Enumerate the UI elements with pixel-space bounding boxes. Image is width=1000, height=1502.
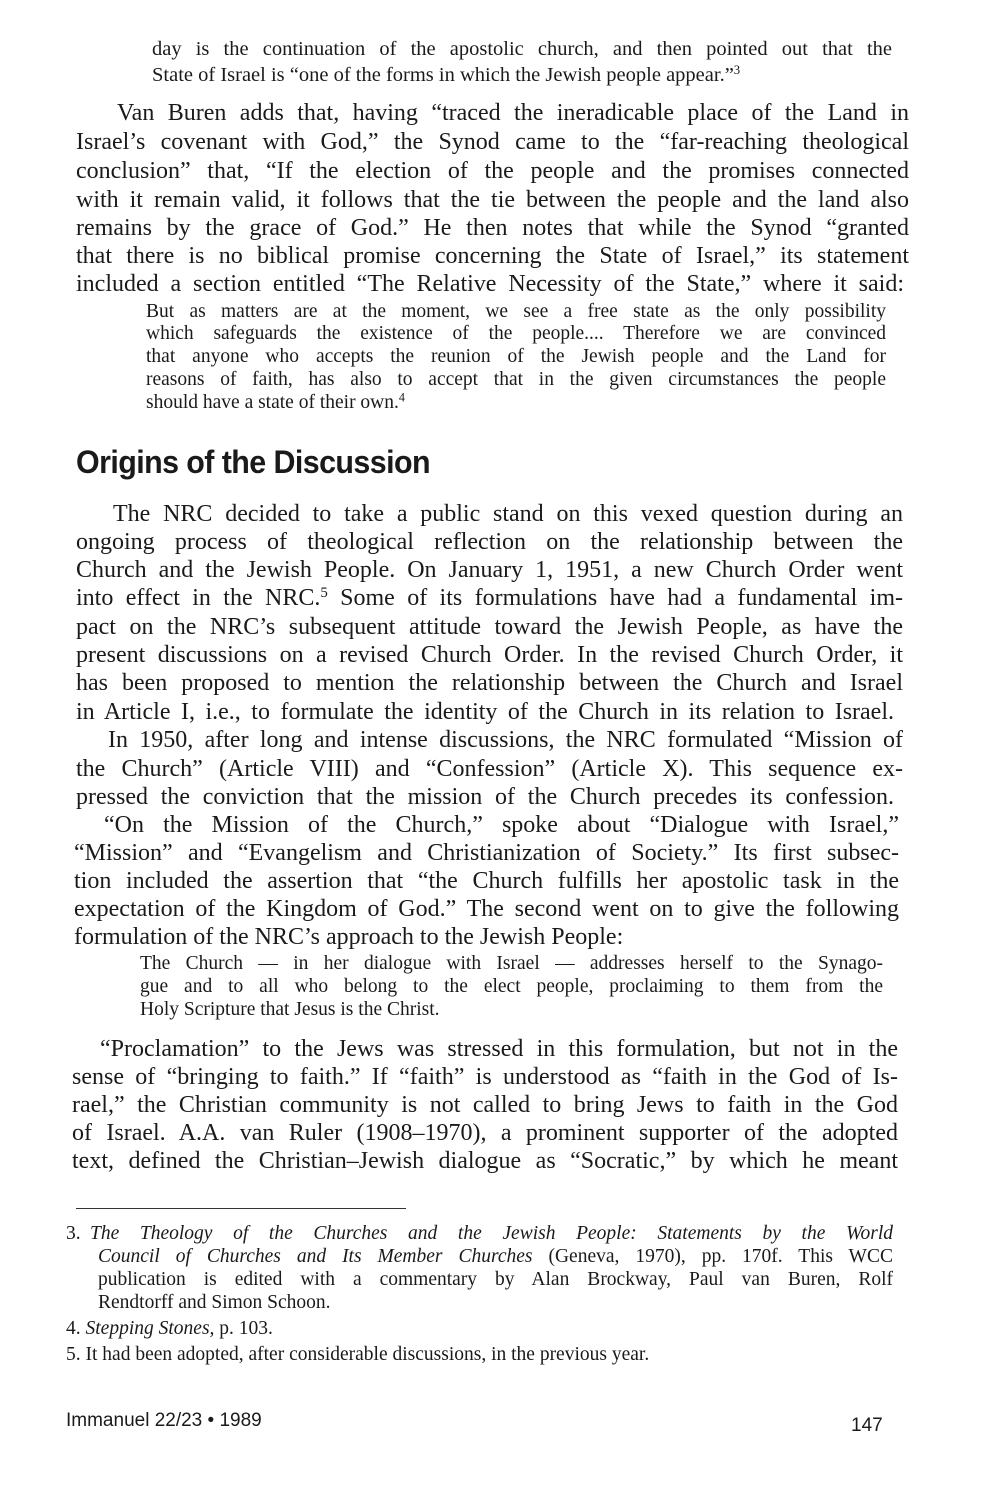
quote-line: Holy Scripture that Jesus is the Christ. [140,999,440,1020]
text-line: pact on the NRC’s subsequent attitude toward the Jewish People, as have the [76,614,903,640]
text-line: conclusion” that, “If the election of the people and the promises connected [76,158,909,184]
text-span: should have a state of their own. [146,392,399,413]
text-line: pressed the conviction that the mission of the Church precedes its confession. [76,784,894,810]
footnote-divider [76,1208,406,1209]
footnote-text: The Theology of the Churches and the Jewish People: Statements by the World [90,1223,893,1244]
section-heading: Origins of the Discussion [76,444,430,480]
text-line: “On the Mission of the Church,” spoke about “Dialogue with Israel,” [104,812,899,838]
text-line: of Israel. A.A. van Ruler (1908–1970), a prominent supporter of the adopted [72,1120,898,1146]
text-line: The NRC decided to take a public stand on this vexed question during an [113,501,903,527]
text-line: ongoing process of theological reflection on the relationship between the [76,529,903,555]
text-span: State of Israel is “one of the forms in which the Jewish people appear.” [152,64,734,86]
text-span: into effect in the NRC. [76,585,321,611]
text-span: Some of its formulations have had a fundamental im- [327,585,903,611]
text-line: In 1950, after long and intense discussions, the NRC formulated “Mission of [108,727,903,753]
quote-line: gue and to all who belong to the elect people, proclaiming to them from the [140,976,883,997]
text-line: text, defined the Christian–Jewish dialogue as “Socratic,” by which he meant [72,1148,898,1174]
quote-line: But as matters are at the moment, we see a free state as the only possibility [146,301,886,322]
text-line: present discussions on a revised Church Order. In the revised Church Order, it [76,642,903,668]
quote-line: that anyone who accepts the reunion of the Jewish people and the Land for [146,346,886,367]
text-line [76,584,903,612]
text-line: Church and the Jewish People. On January 1, 1951, a new Church Order went [76,557,903,583]
footnote-text [66,1343,786,1366]
quote-line [146,391,886,414]
footnote-text [98,1245,893,1268]
text-line: formulation of the NRC’s approach to the Jewish People: [74,924,624,950]
footnote-number: 4. [66,1318,81,1339]
page-number: 147 [851,1415,883,1436]
text-line: in Article I, i.e., to formulate the identity of the Church in its relation to Israel. [76,699,894,725]
text-line: has been proposed to mention the relationship between the Church and Israel [76,670,903,696]
text-line: day is the continuation of the apostolic church, and then pointed out that the [152,38,892,60]
book-title: Council of Churches and Its Member Churches [98,1246,533,1267]
text-line: sense of “bringing to faith.” If “faith” is understood as “faith in the God of Is- [72,1064,898,1090]
footnote-ref-5[interactable]: 5 [320,584,328,601]
footnote-text: Rendtorff and Simon Schoon. [98,1292,331,1313]
text-line: tion included the assertion that “the Church fulfills her apostolic task in the [74,868,899,894]
footnote-number: 5. [66,1344,81,1365]
text-line: the Church” (Article VIII) and “Confession” (Article X). This sequence ex- [76,756,903,782]
text-line [152,64,892,87]
text-line: that there is no biblical promise concerning the State of Israel,” its statement [76,243,909,269]
text-line: “Proclamation” to the Jews was stressed in this formulation, but not in the [100,1036,898,1062]
quote-line: The Church — in her dialogue with Israel — addresses herself to the Synago- [140,953,883,974]
text-line: rael,” the Christian community is not called to bring Jews to faith in the God [72,1092,898,1118]
text-line: included a section entitled “The Relative Necessity of the State,” where it said: [76,271,904,297]
footnote-number: 3. [66,1223,81,1244]
quote-line: which safeguards the existence of the people.... Therefore we are convinced [146,323,886,344]
text-span: (Geneva, 1970), pp. 170f. This WCC [532,1246,893,1267]
journal-footer: Immanuel 22/23 • 1989 [66,1410,262,1431]
text-line: expectation of the Kingdom of God.” The second went on to give the following [74,896,899,922]
footnote-ref-3[interactable]: 3 [733,63,741,78]
text-line: “Mission” and “Evangelism and Christianization of Society.” Its first subsec- [74,840,899,866]
text-line: Van Buren adds that, having “traced the ineradicable place of the Land in [117,100,909,126]
footnote-text: publication is edited with a commentary by Alan Brockway, Paul van Buren, Rolf [98,1269,893,1290]
text-span: p. 103. [214,1318,273,1339]
text-span: It had been adopted, after considerable discussions, in the previous year. [85,1344,650,1365]
quote-line: reasons of faith, has also to accept that in the given circumstances the people [146,369,886,390]
text-line: Israel’s covenant with God,” the Synod came to the “far-reaching theological [76,129,909,155]
text-line: remains by the grace of God.” He then notes that while the Synod “granted [76,215,909,241]
footnote-ref-4[interactable]: 4 [398,390,405,405]
footnote-text [66,1317,366,1340]
text-line: with it remain valid, it follows that the tie between the people and the land also [76,187,909,213]
book-title: Stepping Stones, [85,1318,215,1339]
